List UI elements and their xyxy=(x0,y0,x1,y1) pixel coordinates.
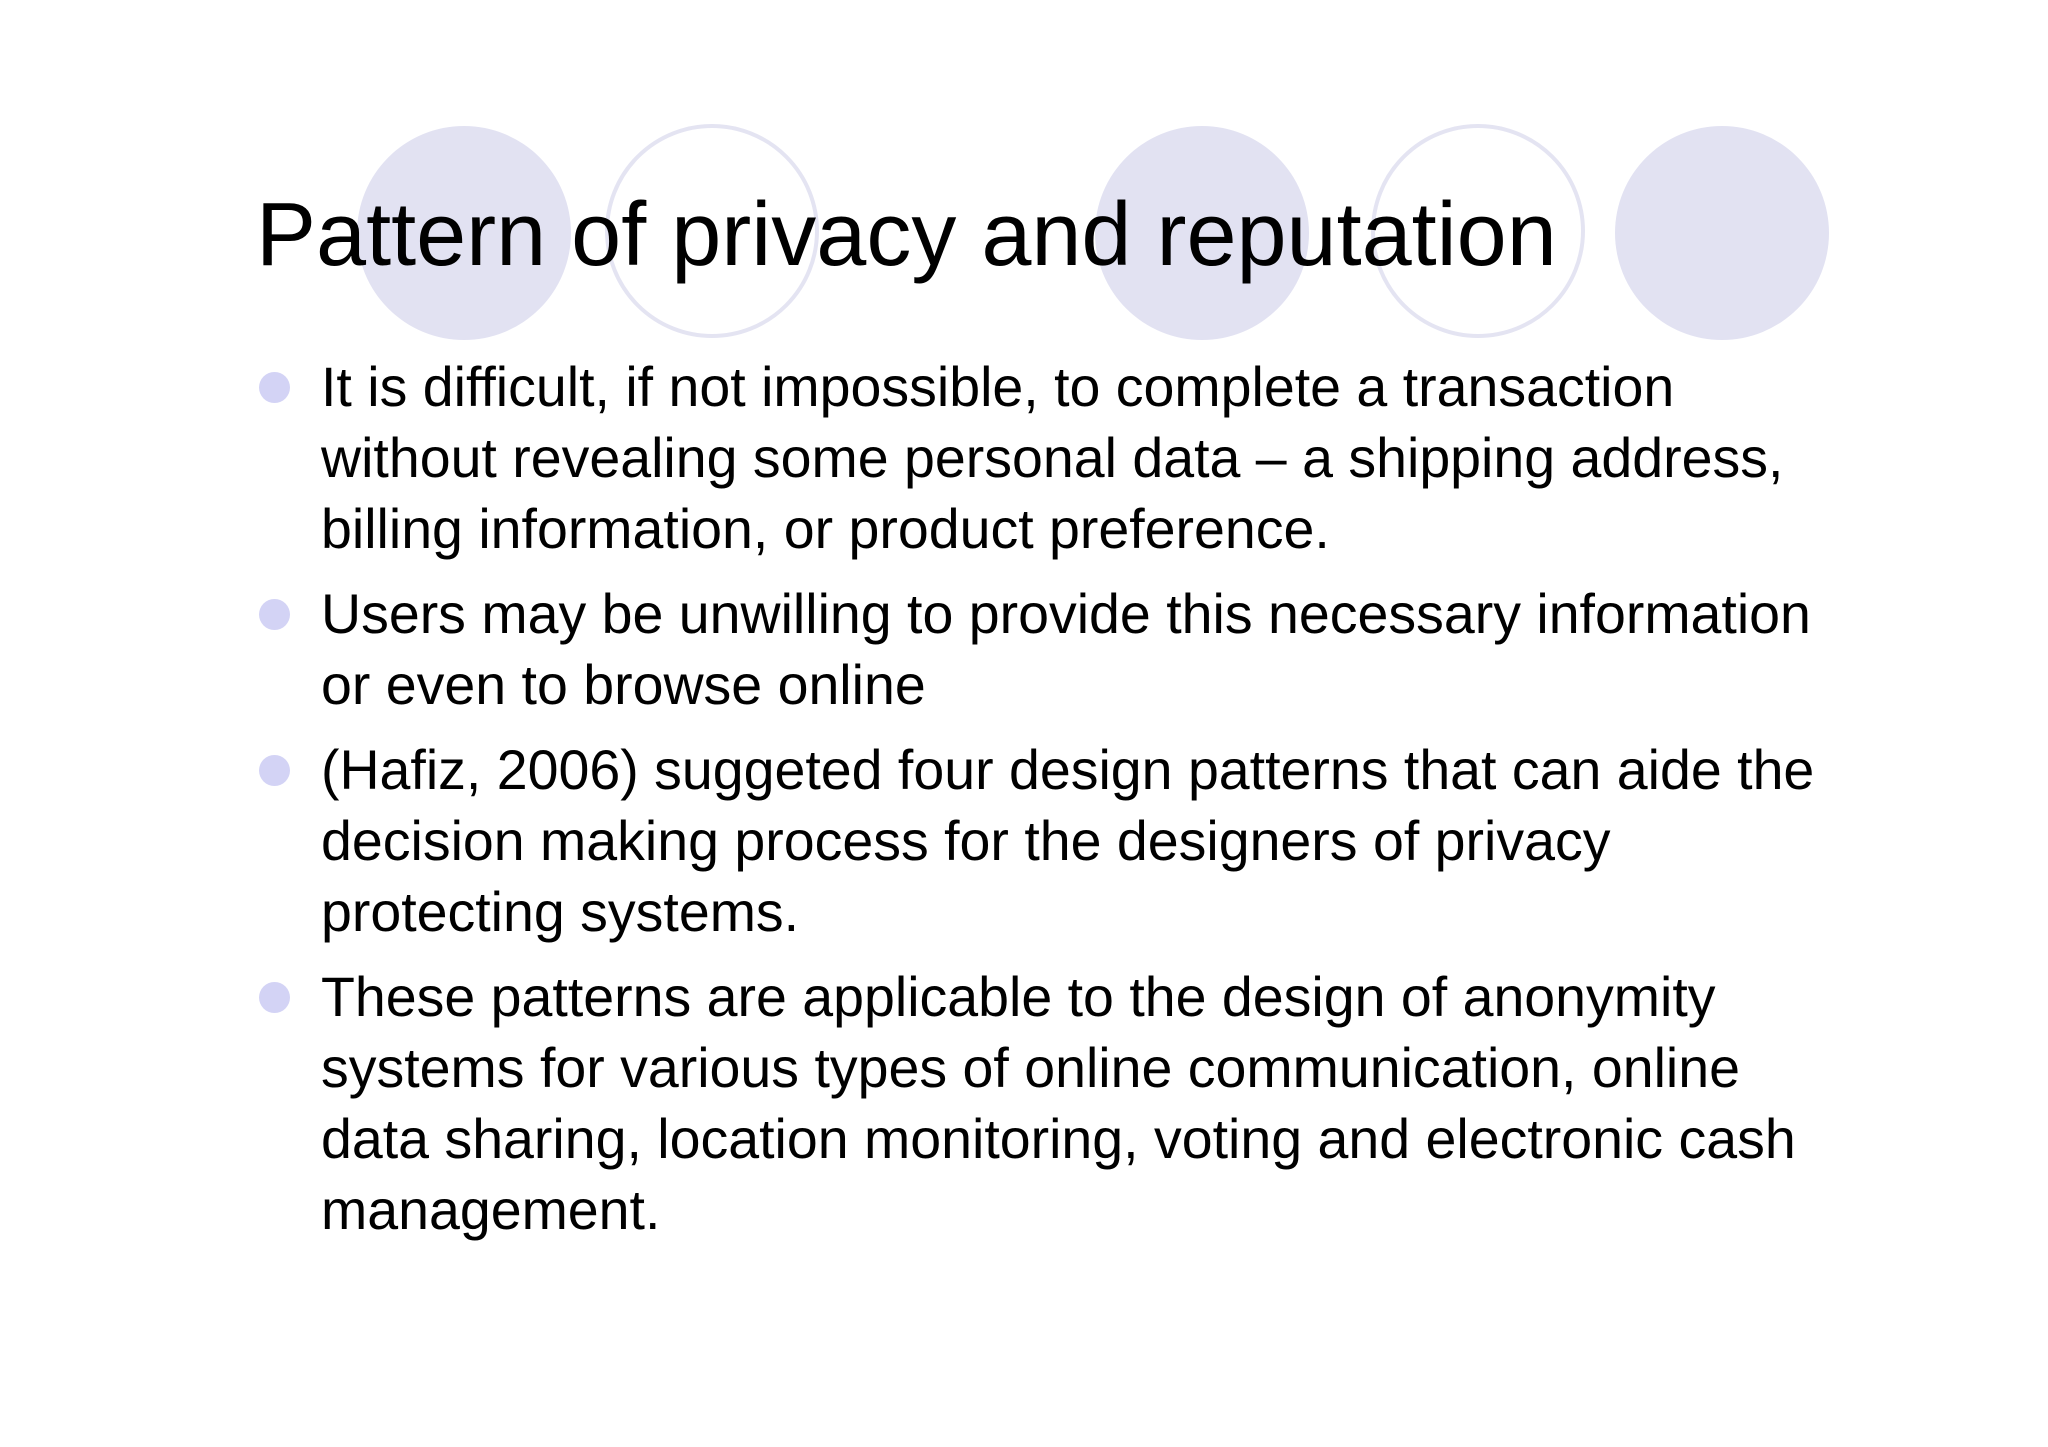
bullet-dot-icon xyxy=(259,982,290,1013)
bullet-list xyxy=(256,352,1836,1260)
bullet-item xyxy=(256,579,1836,721)
bullet-text: (Hafiz, 2006) suggeted four design patterns that can aide the decision making process for the designers of privacy protecting systems. xyxy=(321,739,1815,943)
bullet-text: It is difficult, if not impossible, to complete a transaction without revealing some personal data – a shipping address, billing information, or product preference. xyxy=(321,356,1784,560)
bullet-text: Users may be unwilling to provide this necessary information or even to browse online xyxy=(321,583,1811,716)
bullet-dot-icon xyxy=(259,599,290,630)
bullet-text: These patterns are applicable to the design of anonymity systems for various types of online communication, online data sharing, location monitoring, voting and electronic cash management. xyxy=(321,966,1796,1241)
bullet-item xyxy=(256,962,1836,1246)
decorative-circle-filled xyxy=(1615,126,1829,340)
bullet-dot-icon xyxy=(259,372,290,403)
bullet-item xyxy=(256,735,1836,948)
slide-title: Pattern of privacy and reputation xyxy=(256,185,1557,285)
bullet-dot-icon xyxy=(259,755,290,786)
bullet-item xyxy=(256,352,1836,565)
